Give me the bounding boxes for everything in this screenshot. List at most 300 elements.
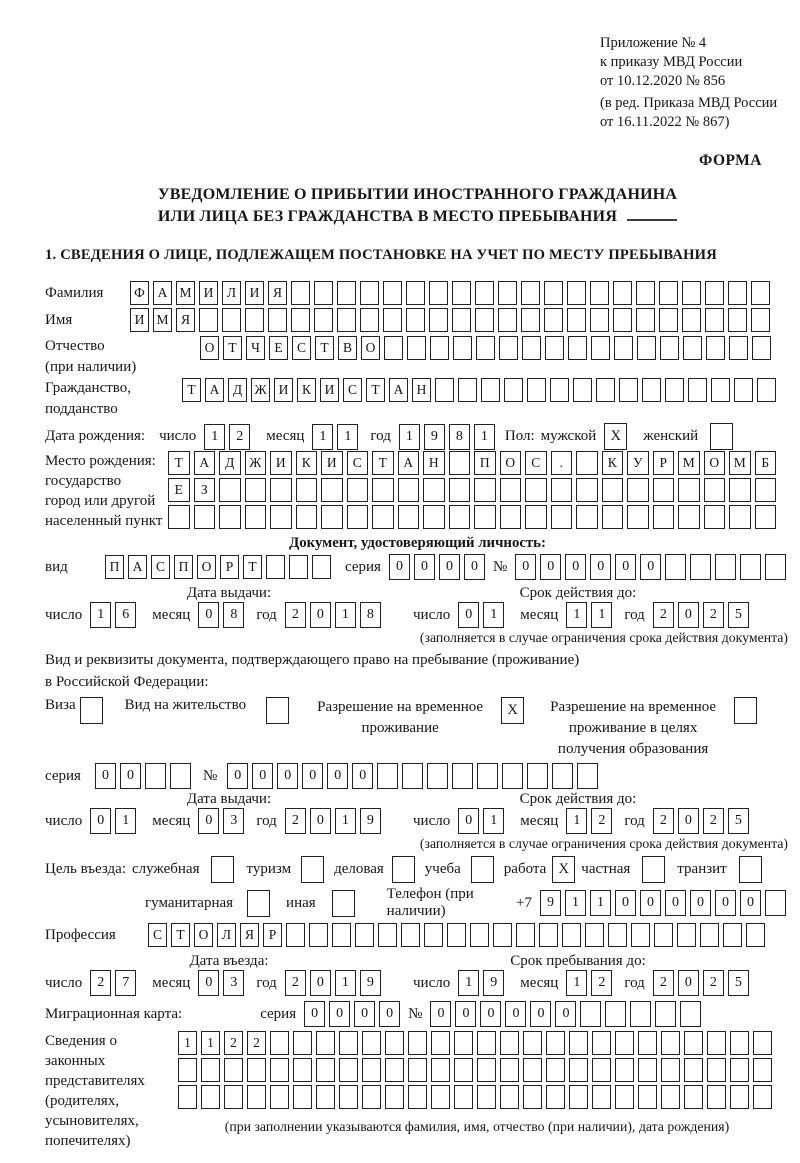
char-cell[interactable] bbox=[449, 505, 471, 529]
residence-permit-checkbox[interactable] bbox=[266, 697, 289, 724]
char-cell[interactable] bbox=[423, 505, 445, 529]
char-cell[interactable]: Я bbox=[268, 281, 287, 305]
char-cell[interactable] bbox=[592, 1058, 611, 1082]
resdoc-issue-day-cells[interactable] bbox=[90, 808, 140, 834]
birth-day-cells[interactable] bbox=[204, 424, 254, 450]
char-cell[interactable]: Б bbox=[755, 451, 777, 475]
char-cell[interactable] bbox=[398, 478, 420, 502]
char-cell[interactable] bbox=[431, 1085, 450, 1109]
char-cell[interactable] bbox=[372, 505, 394, 529]
char-cell[interactable] bbox=[523, 1058, 542, 1082]
char-cell[interactable] bbox=[729, 505, 751, 529]
char-cell[interactable] bbox=[293, 1058, 312, 1082]
char-cell[interactable] bbox=[627, 478, 649, 502]
purpose-tourism-checkbox[interactable] bbox=[301, 856, 324, 883]
char-cell[interactable]: А bbox=[128, 555, 147, 579]
resdoc-issue-month-cells[interactable] bbox=[198, 808, 248, 834]
char-cell[interactable]: О bbox=[197, 555, 216, 579]
char-cell[interactable] bbox=[665, 378, 684, 402]
phone-cells[interactable] bbox=[540, 890, 790, 916]
char-cell[interactable]: 0 bbox=[458, 602, 479, 628]
char-cell[interactable] bbox=[711, 378, 730, 402]
char-cell[interactable]: Т bbox=[182, 378, 201, 402]
char-cell[interactable] bbox=[291, 308, 310, 332]
char-cell[interactable] bbox=[293, 1031, 312, 1055]
char-cell[interactable] bbox=[730, 1031, 749, 1055]
char-cell[interactable]: 1 bbox=[590, 890, 611, 916]
char-cell[interactable] bbox=[247, 1085, 266, 1109]
char-cell[interactable] bbox=[339, 1031, 358, 1055]
char-cell[interactable] bbox=[608, 923, 627, 947]
char-cell[interactable]: Я bbox=[240, 923, 259, 947]
char-cell[interactable] bbox=[500, 1031, 519, 1055]
migration-number-cells[interactable] bbox=[430, 1001, 705, 1027]
char-cell[interactable] bbox=[521, 281, 540, 305]
char-cell[interactable]: 9 bbox=[483, 970, 504, 996]
char-cell[interactable]: 0 bbox=[640, 554, 661, 580]
purpose-study-checkbox[interactable] bbox=[471, 856, 494, 883]
char-cell[interactable]: 0 bbox=[310, 970, 331, 996]
char-cell[interactable] bbox=[577, 763, 598, 789]
char-cell[interactable]: 1 bbox=[483, 602, 504, 628]
char-cell[interactable] bbox=[615, 1031, 634, 1055]
surname-cells[interactable] bbox=[130, 281, 774, 305]
char-cell[interactable] bbox=[474, 478, 496, 502]
char-cell[interactable] bbox=[286, 923, 305, 947]
reps-cells-row2[interactable] bbox=[178, 1058, 776, 1082]
char-cell[interactable]: 1 bbox=[337, 424, 358, 450]
char-cell[interactable]: 0 bbox=[439, 554, 460, 580]
char-cell[interactable] bbox=[655, 1001, 676, 1027]
char-cell[interactable]: Ж bbox=[251, 378, 270, 402]
char-cell[interactable] bbox=[362, 1058, 381, 1082]
char-cell[interactable] bbox=[452, 763, 473, 789]
char-cell[interactable] bbox=[500, 1085, 519, 1109]
char-cell[interactable] bbox=[653, 478, 675, 502]
char-cell[interactable]: 1 bbox=[566, 808, 587, 834]
char-cell[interactable] bbox=[730, 1085, 749, 1109]
char-cell[interactable] bbox=[539, 923, 558, 947]
char-cell[interactable] bbox=[362, 1031, 381, 1055]
char-cell[interactable]: Р bbox=[220, 555, 239, 579]
char-cell[interactable]: М bbox=[153, 308, 172, 332]
char-cell[interactable]: 2 bbox=[703, 602, 724, 628]
char-cell[interactable]: И bbox=[320, 378, 339, 402]
char-cell[interactable] bbox=[178, 1058, 197, 1082]
migration-series-cells[interactable] bbox=[304, 1001, 404, 1027]
char-cell[interactable] bbox=[755, 505, 777, 529]
purpose-official-checkbox[interactable] bbox=[211, 856, 234, 883]
char-cell[interactable] bbox=[316, 1058, 335, 1082]
char-cell[interactable] bbox=[682, 281, 701, 305]
char-cell[interactable] bbox=[591, 336, 610, 360]
char-cell[interactable] bbox=[682, 308, 701, 332]
char-cell[interactable] bbox=[477, 1085, 496, 1109]
char-cell[interactable] bbox=[502, 763, 523, 789]
char-cell[interactable] bbox=[592, 1031, 611, 1055]
char-cell[interactable]: А bbox=[398, 451, 420, 475]
char-cell[interactable] bbox=[500, 478, 522, 502]
char-cell[interactable] bbox=[337, 308, 356, 332]
char-cell[interactable]: 7 bbox=[115, 970, 136, 996]
char-cell[interactable]: Е bbox=[168, 478, 190, 502]
char-cell[interactable] bbox=[219, 505, 241, 529]
char-cell[interactable]: 0 bbox=[665, 890, 686, 916]
char-cell[interactable]: А bbox=[153, 281, 172, 305]
char-cell[interactable]: С bbox=[343, 378, 362, 402]
reps-cells-row3[interactable] bbox=[178, 1085, 776, 1109]
stay-month-cells[interactable] bbox=[566, 970, 616, 996]
char-cell[interactable] bbox=[219, 478, 241, 502]
resdoc-series-cells[interactable] bbox=[95, 763, 195, 789]
char-cell[interactable] bbox=[683, 336, 702, 360]
char-cell[interactable] bbox=[740, 554, 761, 580]
char-cell[interactable]: 0 bbox=[389, 554, 410, 580]
char-cell[interactable] bbox=[385, 1031, 404, 1055]
char-cell[interactable] bbox=[516, 923, 535, 947]
entry-day-cells[interactable] bbox=[90, 970, 140, 996]
char-cell[interactable] bbox=[291, 281, 310, 305]
char-cell[interactable] bbox=[684, 1058, 703, 1082]
temp-residence-permit-checkbox[interactable]: X bbox=[501, 697, 524, 724]
citizenship-cells[interactable] bbox=[182, 378, 780, 402]
purpose-other-checkbox[interactable] bbox=[332, 890, 355, 917]
char-cell[interactable] bbox=[314, 308, 333, 332]
char-cell[interactable] bbox=[222, 308, 241, 332]
char-cell[interactable]: 0 bbox=[310, 602, 331, 628]
char-cell[interactable] bbox=[700, 923, 719, 947]
resdoc-valid-month-cells[interactable] bbox=[566, 808, 616, 834]
char-cell[interactable] bbox=[314, 281, 333, 305]
char-cell[interactable] bbox=[544, 281, 563, 305]
char-cell[interactable]: 1 bbox=[335, 808, 356, 834]
char-cell[interactable] bbox=[678, 478, 700, 502]
purpose-transit-checkbox[interactable] bbox=[739, 856, 762, 883]
char-cell[interactable]: 5 bbox=[728, 808, 749, 834]
char-cell[interactable] bbox=[270, 478, 292, 502]
char-cell[interactable] bbox=[550, 378, 569, 402]
char-cell[interactable]: 2 bbox=[703, 808, 724, 834]
char-cell[interactable] bbox=[552, 763, 573, 789]
char-cell[interactable] bbox=[431, 1058, 450, 1082]
char-cell[interactable] bbox=[576, 451, 598, 475]
char-cell[interactable] bbox=[504, 378, 523, 402]
char-cell[interactable]: К bbox=[296, 451, 318, 475]
char-cell[interactable]: С bbox=[525, 451, 547, 475]
char-cell[interactable]: 0 bbox=[302, 763, 323, 789]
char-cell[interactable]: 0 bbox=[277, 763, 298, 789]
doc-valid-day-cells[interactable] bbox=[458, 602, 508, 628]
char-cell[interactable] bbox=[309, 923, 328, 947]
char-cell[interactable] bbox=[476, 336, 495, 360]
char-cell[interactable]: У bbox=[627, 451, 649, 475]
char-cell[interactable]: . bbox=[551, 451, 573, 475]
char-cell[interactable] bbox=[423, 478, 445, 502]
char-cell[interactable]: 2 bbox=[703, 970, 724, 996]
char-cell[interactable]: Д bbox=[228, 378, 247, 402]
char-cell[interactable] bbox=[551, 505, 573, 529]
doc-number-cells[interactable] bbox=[515, 554, 790, 580]
char-cell[interactable] bbox=[615, 1058, 634, 1082]
char-cell[interactable]: В bbox=[338, 336, 357, 360]
char-cell[interactable]: 2 bbox=[224, 1031, 243, 1055]
char-cell[interactable] bbox=[224, 1058, 243, 1082]
char-cell[interactable]: 0 bbox=[414, 554, 435, 580]
char-cell[interactable] bbox=[312, 555, 331, 579]
char-cell[interactable]: 9 bbox=[424, 424, 445, 450]
char-cell[interactable] bbox=[470, 923, 489, 947]
char-cell[interactable] bbox=[522, 336, 541, 360]
char-cell[interactable] bbox=[355, 923, 374, 947]
resdoc-valid-day-cells[interactable] bbox=[458, 808, 508, 834]
char-cell[interactable] bbox=[661, 1058, 680, 1082]
char-cell[interactable]: Н bbox=[423, 451, 445, 475]
char-cell[interactable]: Е bbox=[269, 336, 288, 360]
char-cell[interactable] bbox=[245, 308, 264, 332]
char-cell[interactable] bbox=[293, 1085, 312, 1109]
char-cell[interactable]: 0 bbox=[430, 1001, 451, 1027]
char-cell[interactable] bbox=[427, 763, 448, 789]
char-cell[interactable] bbox=[546, 1058, 565, 1082]
char-cell[interactable] bbox=[475, 281, 494, 305]
char-cell[interactable] bbox=[499, 336, 518, 360]
char-cell[interactable]: 0 bbox=[678, 970, 699, 996]
char-cell[interactable]: З bbox=[194, 478, 216, 502]
char-cell[interactable]: И bbox=[321, 451, 343, 475]
char-cell[interactable] bbox=[296, 505, 318, 529]
char-cell[interactable] bbox=[168, 505, 190, 529]
firstname-cells[interactable] bbox=[130, 308, 774, 332]
birth-year-cells[interactable] bbox=[399, 424, 499, 450]
char-cell[interactable]: О bbox=[194, 923, 213, 947]
char-cell[interactable]: 0 bbox=[640, 890, 661, 916]
char-cell[interactable] bbox=[596, 378, 615, 402]
char-cell[interactable]: 0 bbox=[252, 763, 273, 789]
char-cell[interactable]: 0 bbox=[565, 554, 586, 580]
char-cell[interactable] bbox=[605, 1001, 626, 1027]
char-cell[interactable] bbox=[590, 308, 609, 332]
char-cell[interactable]: Т bbox=[372, 451, 394, 475]
male-checkbox[interactable]: X bbox=[604, 423, 627, 450]
char-cell[interactable] bbox=[194, 505, 216, 529]
char-cell[interactable]: Ж bbox=[245, 451, 267, 475]
char-cell[interactable]: 0 bbox=[120, 763, 141, 789]
char-cell[interactable]: 1 bbox=[566, 602, 587, 628]
char-cell[interactable]: 8 bbox=[223, 602, 244, 628]
char-cell[interactable] bbox=[170, 763, 191, 789]
char-cell[interactable] bbox=[590, 281, 609, 305]
char-cell[interactable] bbox=[715, 554, 736, 580]
char-cell[interactable]: 0 bbox=[540, 554, 561, 580]
char-cell[interactable]: 0 bbox=[329, 1001, 350, 1027]
char-cell[interactable] bbox=[660, 336, 679, 360]
doc-kind-cells[interactable] bbox=[105, 555, 335, 579]
char-cell[interactable] bbox=[704, 505, 726, 529]
char-cell[interactable] bbox=[385, 1058, 404, 1082]
char-cell[interactable]: 0 bbox=[455, 1001, 476, 1027]
char-cell[interactable] bbox=[270, 505, 292, 529]
char-cell[interactable] bbox=[653, 505, 675, 529]
female-checkbox[interactable] bbox=[710, 423, 733, 450]
char-cell[interactable] bbox=[498, 281, 517, 305]
char-cell[interactable]: А bbox=[205, 378, 224, 402]
char-cell[interactable] bbox=[585, 923, 604, 947]
char-cell[interactable] bbox=[576, 478, 598, 502]
char-cell[interactable] bbox=[751, 308, 770, 332]
char-cell[interactable] bbox=[636, 281, 655, 305]
char-cell[interactable]: 3 bbox=[223, 970, 244, 996]
char-cell[interactable] bbox=[751, 281, 770, 305]
char-cell[interactable]: Ф bbox=[130, 281, 149, 305]
char-cell[interactable]: Р bbox=[263, 923, 282, 947]
char-cell[interactable]: 1 bbox=[458, 970, 479, 996]
char-cell[interactable]: 2 bbox=[229, 424, 250, 450]
char-cell[interactable]: 0 bbox=[198, 602, 219, 628]
char-cell[interactable] bbox=[383, 281, 402, 305]
char-cell[interactable] bbox=[638, 1058, 657, 1082]
char-cell[interactable] bbox=[638, 1085, 657, 1109]
char-cell[interactable] bbox=[728, 281, 747, 305]
char-cell[interactable] bbox=[270, 1031, 289, 1055]
birthplace-cells-row3[interactable] bbox=[168, 505, 780, 529]
char-cell[interactable] bbox=[615, 1085, 634, 1109]
char-cell[interactable] bbox=[765, 890, 786, 916]
char-cell[interactable] bbox=[705, 281, 724, 305]
doc-issue-year-cells[interactable] bbox=[285, 602, 385, 628]
char-cell[interactable]: 5 bbox=[728, 602, 749, 628]
char-cell[interactable] bbox=[680, 1001, 701, 1027]
char-cell[interactable] bbox=[723, 923, 742, 947]
char-cell[interactable] bbox=[447, 923, 466, 947]
char-cell[interactable]: 1 bbox=[115, 808, 136, 834]
char-cell[interactable]: 1 bbox=[201, 1031, 220, 1055]
char-cell[interactable] bbox=[453, 336, 472, 360]
char-cell[interactable]: П bbox=[474, 451, 496, 475]
char-cell[interactable] bbox=[567, 281, 586, 305]
char-cell[interactable] bbox=[614, 336, 633, 360]
char-cell[interactable] bbox=[678, 505, 700, 529]
char-cell[interactable]: 0 bbox=[480, 1001, 501, 1027]
char-cell[interactable] bbox=[266, 555, 285, 579]
char-cell[interactable] bbox=[734, 378, 753, 402]
char-cell[interactable]: 0 bbox=[90, 808, 111, 834]
char-cell[interactable]: 1 bbox=[335, 970, 356, 996]
char-cell[interactable] bbox=[360, 281, 379, 305]
char-cell[interactable]: 2 bbox=[90, 970, 111, 996]
char-cell[interactable] bbox=[602, 478, 624, 502]
char-cell[interactable] bbox=[339, 1085, 358, 1109]
char-cell[interactable] bbox=[569, 1085, 588, 1109]
char-cell[interactable] bbox=[458, 378, 477, 402]
char-cell[interactable] bbox=[706, 336, 725, 360]
char-cell[interactable]: И bbox=[270, 451, 292, 475]
char-cell[interactable] bbox=[347, 505, 369, 529]
char-cell[interactable] bbox=[500, 505, 522, 529]
char-cell[interactable] bbox=[407, 336, 426, 360]
char-cell[interactable] bbox=[546, 1085, 565, 1109]
char-cell[interactable] bbox=[360, 308, 379, 332]
char-cell[interactable] bbox=[546, 1031, 565, 1055]
char-cell[interactable] bbox=[527, 763, 548, 789]
char-cell[interactable]: Т bbox=[315, 336, 334, 360]
char-cell[interactable] bbox=[408, 1031, 427, 1055]
char-cell[interactable] bbox=[454, 1031, 473, 1055]
char-cell[interactable]: 2 bbox=[285, 808, 306, 834]
char-cell[interactable] bbox=[677, 923, 696, 947]
char-cell[interactable]: 0 bbox=[555, 1001, 576, 1027]
char-cell[interactable]: М bbox=[729, 451, 751, 475]
char-cell[interactable] bbox=[477, 763, 498, 789]
char-cell[interactable]: 2 bbox=[653, 970, 674, 996]
resdoc-number-cells[interactable] bbox=[227, 763, 602, 789]
char-cell[interactable] bbox=[690, 554, 711, 580]
char-cell[interactable] bbox=[481, 378, 500, 402]
char-cell[interactable]: Л bbox=[217, 923, 236, 947]
char-cell[interactable]: 6 bbox=[115, 602, 136, 628]
reps-cells-row1[interactable] bbox=[178, 1031, 776, 1055]
char-cell[interactable] bbox=[746, 923, 765, 947]
char-cell[interactable] bbox=[525, 505, 547, 529]
char-cell[interactable] bbox=[145, 763, 166, 789]
char-cell[interactable] bbox=[568, 336, 587, 360]
char-cell[interactable] bbox=[752, 336, 771, 360]
char-cell[interactable]: Т bbox=[168, 451, 190, 475]
char-cell[interactable] bbox=[339, 1058, 358, 1082]
char-cell[interactable] bbox=[477, 1058, 496, 1082]
char-cell[interactable] bbox=[753, 1085, 772, 1109]
char-cell[interactable] bbox=[562, 923, 581, 947]
char-cell[interactable]: 1 bbox=[566, 970, 587, 996]
char-cell[interactable] bbox=[757, 378, 776, 402]
char-cell[interactable]: 1 bbox=[399, 424, 420, 450]
char-cell[interactable]: М bbox=[176, 281, 195, 305]
char-cell[interactable]: Т bbox=[223, 336, 242, 360]
char-cell[interactable]: 2 bbox=[591, 970, 612, 996]
char-cell[interactable]: И bbox=[274, 378, 293, 402]
char-cell[interactable] bbox=[199, 308, 218, 332]
char-cell[interactable]: 0 bbox=[304, 1001, 325, 1027]
char-cell[interactable] bbox=[316, 1031, 335, 1055]
char-cell[interactable] bbox=[638, 1031, 657, 1055]
char-cell[interactable] bbox=[431, 1031, 450, 1055]
char-cell[interactable] bbox=[424, 923, 443, 947]
char-cell[interactable]: 0 bbox=[352, 763, 373, 789]
char-cell[interactable] bbox=[498, 308, 517, 332]
char-cell[interactable]: 1 bbox=[565, 890, 586, 916]
char-cell[interactable] bbox=[452, 308, 471, 332]
char-cell[interactable] bbox=[452, 281, 471, 305]
char-cell[interactable]: 1 bbox=[335, 602, 356, 628]
char-cell[interactable]: Я bbox=[176, 308, 195, 332]
char-cell[interactable]: 0 bbox=[95, 763, 116, 789]
char-cell[interactable]: 0 bbox=[458, 808, 479, 834]
char-cell[interactable] bbox=[178, 1085, 197, 1109]
char-cell[interactable] bbox=[449, 478, 471, 502]
char-cell[interactable] bbox=[435, 378, 454, 402]
doc-series-cells[interactable] bbox=[389, 554, 489, 580]
resdoc-valid-year-cells[interactable] bbox=[653, 808, 753, 834]
char-cell[interactable]: И bbox=[130, 308, 149, 332]
char-cell[interactable]: С bbox=[292, 336, 311, 360]
birthplace-cells-row1[interactable] bbox=[168, 451, 780, 475]
char-cell[interactable]: К bbox=[297, 378, 316, 402]
char-cell[interactable]: 0 bbox=[530, 1001, 551, 1027]
char-cell[interactable]: Ч bbox=[246, 336, 265, 360]
doc-valid-year-cells[interactable] bbox=[653, 602, 753, 628]
char-cell[interactable]: 2 bbox=[653, 808, 674, 834]
char-cell[interactable] bbox=[385, 1085, 404, 1109]
char-cell[interactable] bbox=[398, 505, 420, 529]
